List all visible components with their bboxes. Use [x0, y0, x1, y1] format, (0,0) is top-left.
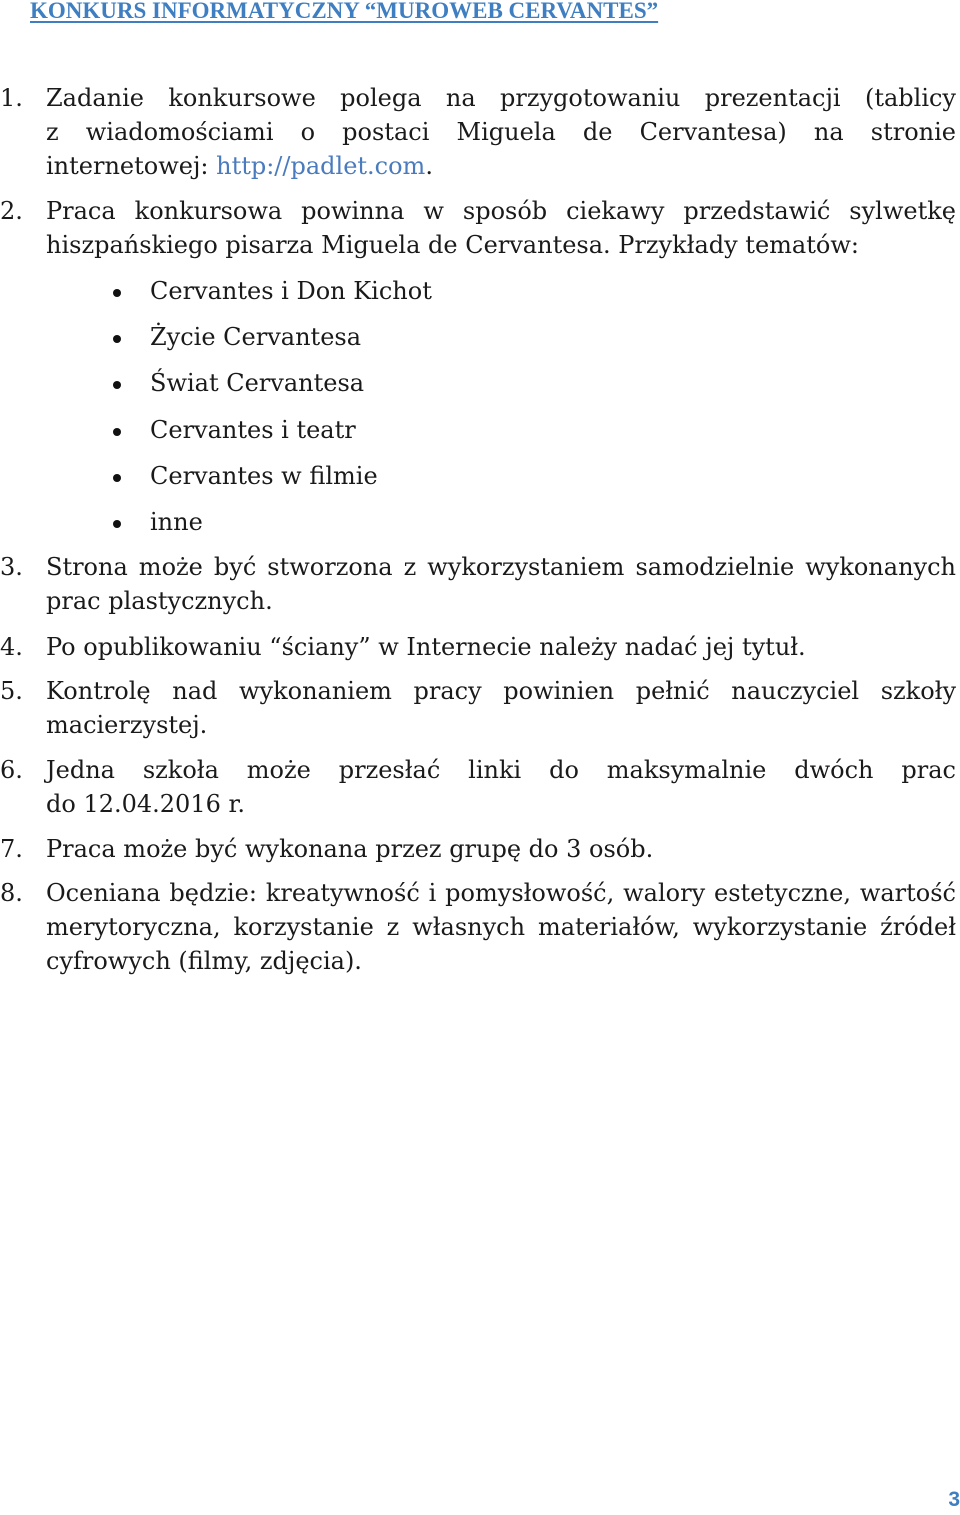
- item-text-line: [46, 149, 956, 183]
- item-number: 2.: [0, 197, 23, 225]
- topic-label: Cervantes i Don Kichot: [150, 277, 432, 305]
- item-text-line: Praca może być wykonana przez grupę do 3 osób.: [46, 835, 654, 863]
- list-item-8: [0, 876, 956, 978]
- item-text-prefix: internetowej:: [46, 152, 217, 180]
- item-text-line: merytoryczna, korzystanie z własnych materiałów, wykorzystanie źródeł: [46, 913, 956, 941]
- item-text-line: Jedna szkoła może przesłać linki do maksymalnie dwóch prac: [46, 756, 956, 784]
- bullet-dot-icon: [113, 381, 121, 389]
- document-title: KONKURS INFORMATYCZNY “MUROWEB CERVANTES”: [30, 0, 659, 23]
- topic-label: Cervantes i teatr: [150, 416, 356, 444]
- topic-label: Cervantes w filmie: [150, 462, 378, 490]
- list-item-6: [0, 753, 956, 821]
- list-item-1: [0, 81, 956, 183]
- item-text-line: hiszpańskiego pisarza Miguela de Cervantesa. Przykłady tematów:: [46, 231, 859, 259]
- item-number: 3.: [0, 553, 23, 581]
- bullet-dot-icon: [113, 520, 121, 528]
- item-number: 8.: [0, 879, 23, 907]
- item-number: 1.: [0, 84, 23, 112]
- item-text-line: macierzystej.: [46, 711, 208, 739]
- item-number: 6.: [0, 756, 23, 784]
- page-number: 3: [948, 1488, 960, 1511]
- topic-bullet: [110, 505, 203, 539]
- topic-label: inne: [150, 508, 203, 536]
- bullet-dot-icon: [113, 474, 121, 482]
- item-text-line: Praca konkursowa powinna w sposób ciekawy przedstawić sylwetkę: [46, 197, 956, 225]
- topic-bullet: [110, 320, 361, 354]
- topic-label: Życie Cervantesa: [150, 323, 362, 351]
- list-item-7: [0, 832, 956, 866]
- item-text-line: z wiadomościami o postaci Miguela de Cervantesa) na stronie: [46, 118, 956, 146]
- item-text-line: Oceniana będzie: kreatywność i pomysłowość, walory estetyczne, wartość: [46, 879, 956, 907]
- item-text-line: Po opublikowaniu “ściany” w Internecie należy nadać jej tytuł.: [46, 633, 806, 661]
- item-number: 7.: [0, 835, 23, 863]
- topic-label: Świat Cervantesa: [150, 369, 365, 397]
- item-text-line: Zadanie konkursowe polega na przygotowaniu prezentacji (tablicy: [46, 84, 956, 112]
- topic-bullet: [110, 413, 356, 447]
- bullet-dot-icon: [113, 289, 121, 297]
- item-number: 4.: [0, 633, 23, 661]
- padlet-link[interactable]: http://padlet.com: [216, 152, 426, 180]
- list-item-2: [0, 194, 956, 262]
- list-item-5: [0, 674, 956, 742]
- topic-bullet: [110, 274, 432, 308]
- bullet-dot-icon: [113, 428, 121, 436]
- item-text-line: Kontrolę nad wykonaniem pracy powinien pełnić nauczyciel szkoły: [46, 677, 956, 705]
- item-text-suffix: .: [425, 152, 433, 180]
- bullet-dot-icon: [113, 335, 121, 343]
- list-item-3: [0, 550, 956, 618]
- item-text-line: Strona może być stworzona z wykorzystaniem samodzielnie wykonanych: [46, 553, 956, 581]
- topic-bullet: [110, 366, 364, 400]
- list-item-4: [0, 630, 956, 664]
- item-text-line: cyfrowych (filmy, zdjęcia).: [46, 947, 362, 975]
- topic-bullet: [110, 459, 378, 493]
- item-text-line: prac plastycznych.: [46, 587, 273, 615]
- item-number: 5.: [0, 677, 23, 705]
- item-text-line: do 12.04.2016 r.: [46, 790, 245, 818]
